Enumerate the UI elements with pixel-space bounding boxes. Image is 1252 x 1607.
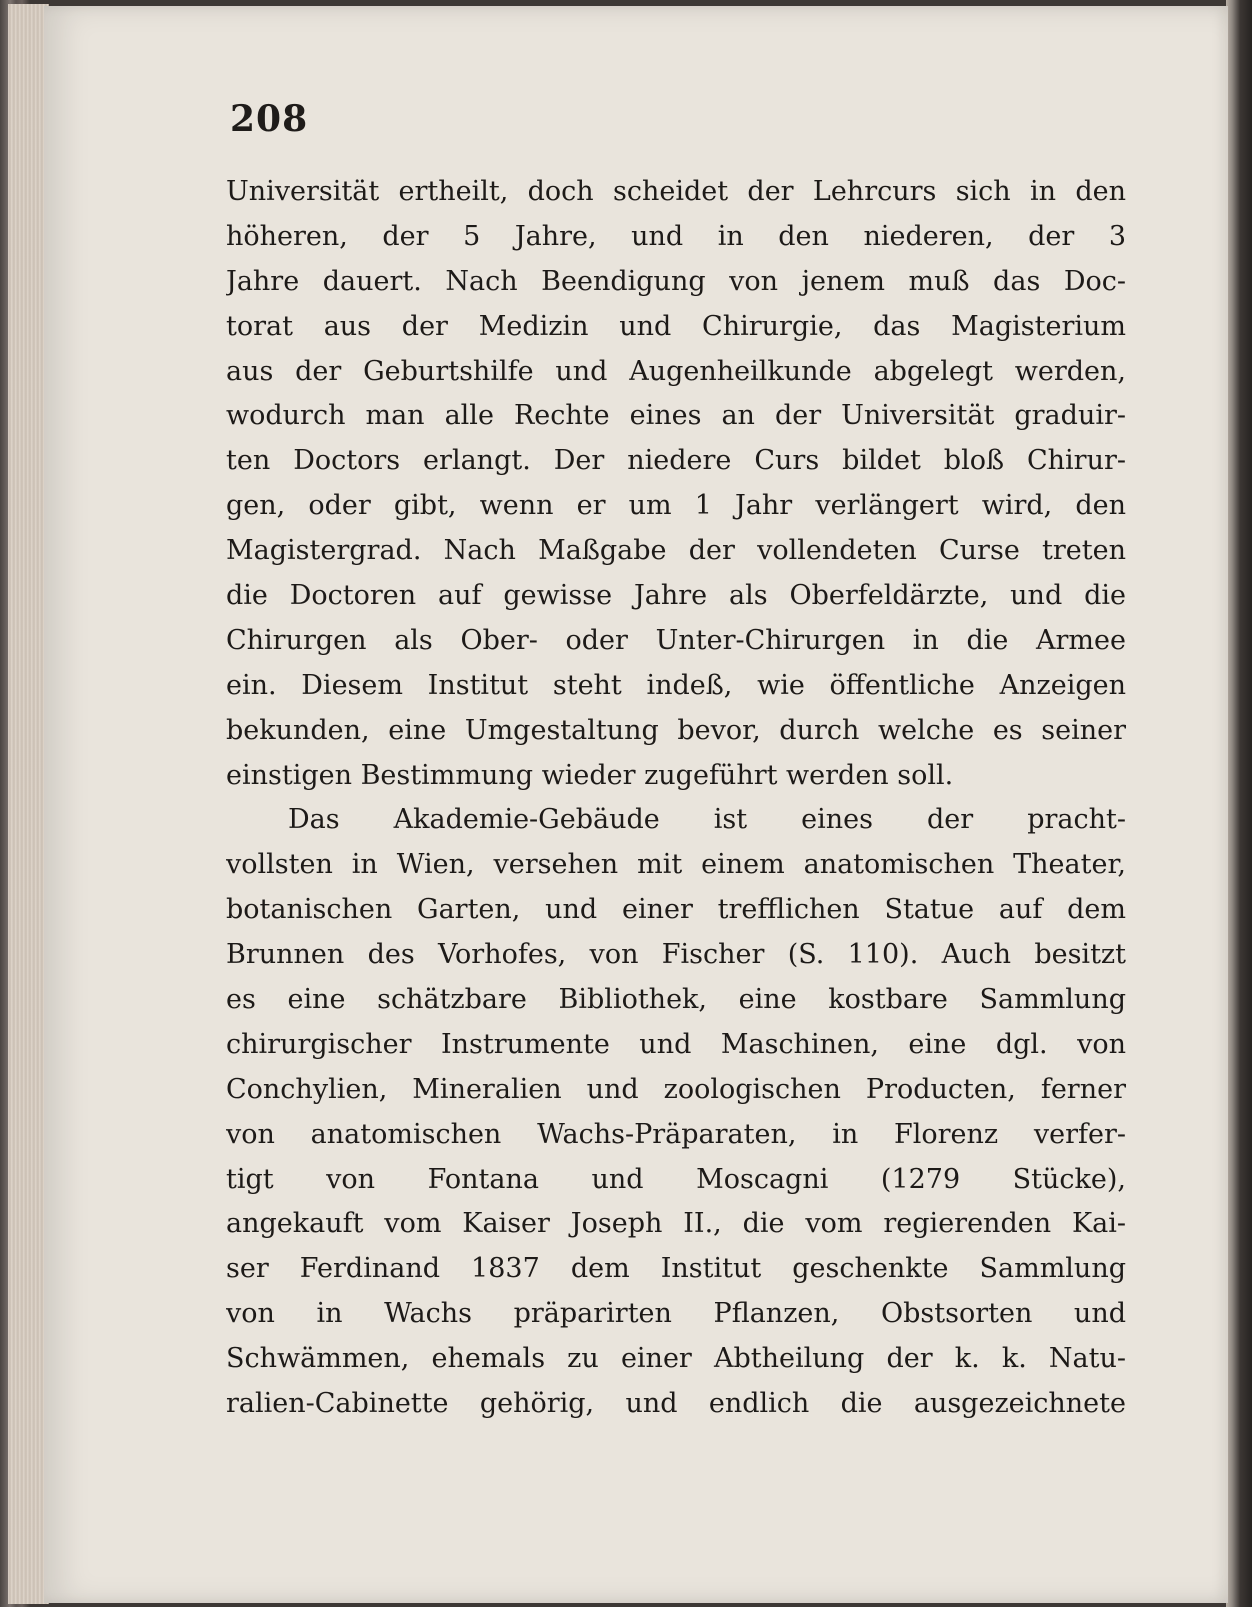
text-line: ser Ferdinand 1837 dem Institut geschenkte Sammlung xyxy=(226,1253,1126,1285)
text-line: von in Wachs präparirten Pflanzen, Obstsorten und xyxy=(226,1298,1126,1330)
text-line: angekauft vom Kaiser Joseph II., die vom regierenden Kai- xyxy=(226,1208,1126,1240)
text-line: bekunden, eine Umgestaltung bevor, durch welche es seiner xyxy=(226,714,1126,746)
text-line: ralien-Cabinette gehörig, und endlich die ausgezeichnete xyxy=(226,1388,1126,1420)
page-body xyxy=(226,170,1126,1427)
text-line: die Doctoren auf gewisse Jahre als Oberfeldärzte, und die xyxy=(226,580,1126,612)
text-line: gen, oder gibt, wenn er um 1 Jahr verlängert wird, den xyxy=(226,490,1126,522)
book-page xyxy=(44,6,1228,1603)
text-line: ten Doctors erlangt. Der niedere Curs bildet bloß Chirur- xyxy=(226,445,1126,477)
page-number: 208 xyxy=(230,98,309,140)
text-line: ein. Diesem Institut steht indeß, wie öffentliche Anzeigen xyxy=(226,669,1126,701)
paragraph-start-line: Das Akademie-Gebäude ist eines der pracht- xyxy=(288,804,1126,836)
text-line: Schwämmen, ehemals zu einer Abtheilung der k. k. Natu- xyxy=(226,1343,1126,1375)
text-line: wodurch man alle Rechte eines an der Universität graduir- xyxy=(226,400,1126,432)
text-line: es eine schätzbare Bibliothek, eine kostbare Sammlung xyxy=(226,984,1126,1016)
text-line: Chirurgen als Ober- oder Unter-Chirurgen in die Armee xyxy=(226,624,1126,656)
book-right-edge xyxy=(1226,0,1252,1607)
text-line: von anatomischen Wachs-Präparaten, in Florenz verfer- xyxy=(226,1118,1126,1150)
text-line: Brunnen des Vorhofes, von Fischer (S. 110). Auch besitzt xyxy=(226,939,1126,971)
text-line: Conchylien, Mineralien und zoologischen Producten, ferner xyxy=(226,1073,1126,1105)
text-line: Universität ertheilt, doch scheidet der Lehrcurs sich in den xyxy=(226,176,1126,207)
text-line: torat aus der Medizin und Chirurgie, das Magisterium xyxy=(226,310,1126,342)
paragraph-end-line: einstigen Bestimmung wieder zugeführt werden soll. xyxy=(226,759,954,791)
book-page-edges xyxy=(8,4,49,1604)
text-line: Jahre dauert. Nach Beendigung von jenem muß das Doc- xyxy=(226,265,1126,297)
text-line: vollsten in Wien, versehen mit einem anatomischen Theater, xyxy=(226,849,1126,881)
text-line: botanischen Garten, und einer trefflichen Statue auf dem xyxy=(226,894,1126,926)
text-line: aus der Geburtshilfe und Augenheilkunde abgelegt werden, xyxy=(226,355,1126,387)
text-line: Magistergrad. Nach Maßgabe der vollendeten Curse treten xyxy=(226,535,1126,567)
text-line: chirurgischer Instrumente und Maschinen, eine dgl. von xyxy=(226,1028,1126,1060)
text-line: tigt von Fontana und Moscagni (1279 Stücke), xyxy=(226,1163,1126,1195)
text-line: höheren, der 5 Jahre, und in den niederen, der 3 xyxy=(226,220,1126,252)
